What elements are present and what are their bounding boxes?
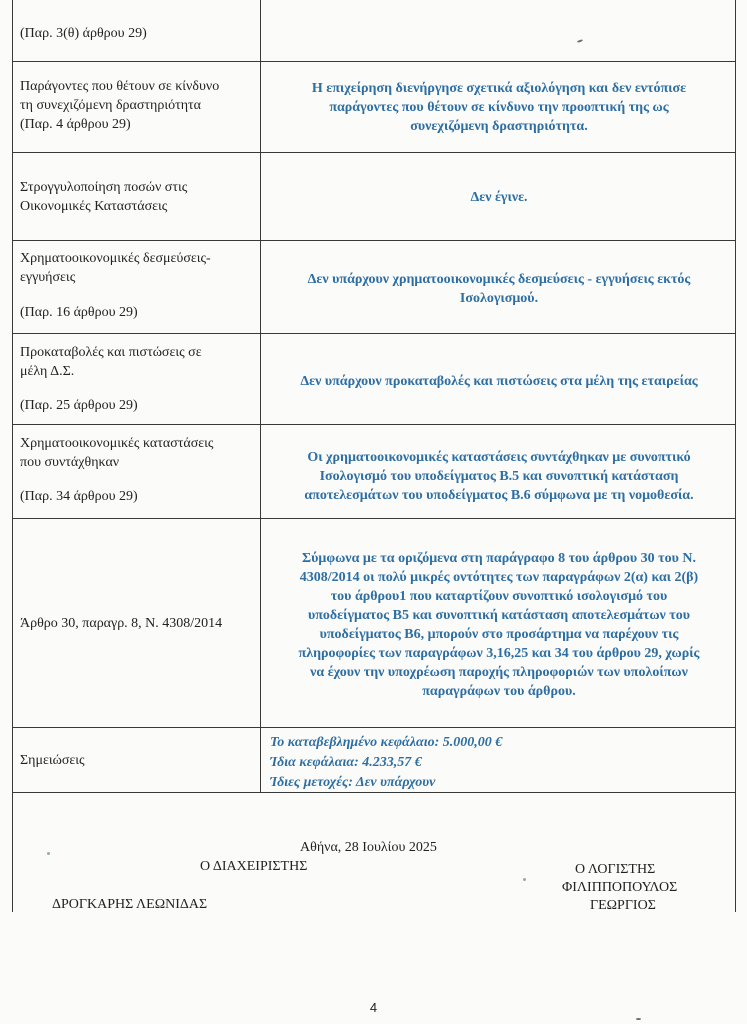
row-content-line: Ισολογισμό του υποδείγματος Β.5 και συνοπτική κατάσταση <box>319 469 679 484</box>
row-content-line: υποδείγματος Β5 και συνοπτική κατάσταση αποτελεσμάτων του <box>307 608 691 623</box>
row-label <box>20 249 256 287</box>
row-label-reference <box>20 487 256 506</box>
row-divider <box>12 61 736 62</box>
administrator-name: ΔΡΟΓΚΑΡΗΣ ΛΕΩΝΙΔΑΣ <box>52 897 208 912</box>
row-content-line: Οι χρηματοοικονομικές καταστάσεις συντάχθηκαν με συνοπτικό <box>307 450 691 465</box>
row-label-reference <box>20 396 256 415</box>
row-label-line: Στρογγυλοποίηση ποσών στις <box>20 180 188 195</box>
row-divider <box>12 727 736 728</box>
row-label-line: (Παρ. 16 άρθρου 29) <box>20 305 138 320</box>
row-divider <box>12 152 736 153</box>
scan-speck <box>636 1018 641 1020</box>
row-label-line: Χρηματοοικονομικές δεσμεύσεις- <box>20 251 211 266</box>
row-label-line: Παράγοντες που θέτουν σε κίνδυνο <box>20 79 220 94</box>
row-content-line: Δεν υπάρχουν χρηματοοικονομικές δεσμεύσεις - εγγυήσεις εκτός <box>307 272 691 287</box>
row-label-reference <box>20 303 256 322</box>
row-divider <box>12 424 736 425</box>
row-content <box>268 448 730 505</box>
row-content-line: Ισολογισμού. <box>459 291 539 306</box>
row-content-line: υποδείγματος Β6, μπορούν στο προσάρτημα να παρέχουν τις <box>319 627 679 642</box>
accountant-name-line-2: ΓΕΩΡΓΙΟΣ <box>590 898 656 913</box>
paid-capital: Το καταβεβλημένο κεφάλαιο: 5.000,00 € <box>270 735 503 750</box>
row-label-line: τη συνεχιζόμενη δραστηριότητα <box>20 98 202 113</box>
scan-speck <box>577 39 583 43</box>
notes-content <box>270 733 730 793</box>
table-border-left <box>12 0 13 912</box>
row-divider <box>12 518 736 519</box>
scan-speck <box>47 852 50 855</box>
row-content-line: πληροφορίες των παραγράφων 3,16,25 και 34 του άρθρου 29, χωρίς <box>298 646 700 661</box>
row-label-line: Χρηματοοικονομικές καταστάσεις <box>20 436 214 451</box>
row-label <box>20 434 256 472</box>
administrator-title: Ο ΔΙΑΧΕΙΡΙΣΤΗΣ <box>200 859 308 874</box>
row-content <box>268 549 730 701</box>
row-label-line: που συντάχθηκαν <box>20 455 120 470</box>
page-number: 4 <box>369 1000 378 1015</box>
row-label-line: Προκαταβολές και πιστώσεις σε <box>20 345 202 360</box>
scan-speck <box>523 878 526 881</box>
accountant-name-line-1: ΦΙΛΙΠΠΟΠΟΥΛΟΣ <box>562 880 678 895</box>
row-content-line: αποτελεσμάτων του υποδείγματος Β.6 σύμφωνα με τη νομοθεσία. <box>304 488 694 503</box>
row-content-line: Η επιχείρηση διενήργησε σχετικά αξιολόγηση και δεν εντόπισε <box>311 81 687 96</box>
equity: Ίδια κεφάλαια: 4.233,57 € <box>270 755 422 770</box>
row-label <box>20 614 256 633</box>
place-date: Αθήνα, 28 Ιουλίου 2025 <box>300 840 437 855</box>
row-divider <box>12 333 736 334</box>
row-content <box>268 372 730 391</box>
row-content <box>268 270 730 308</box>
row-content <box>268 79 730 136</box>
row-content-line: παράγοντες που θέτουν σε κίνδυνο την προοπτική της ως <box>329 100 669 115</box>
row-label <box>20 751 256 770</box>
row-label-line: (Παρ. 3(θ) άρθρου 29) <box>20 26 147 41</box>
row-label-line: (Παρ. 25 άρθρου 29) <box>20 398 138 413</box>
row-content-line: 4308/2014 οι πολύ μικρές οντότητες των παραγράφων 2(α) και 2(β) <box>299 570 699 585</box>
own-shares: Ίδιες μετοχές: Δεν υπάρχουν <box>270 775 436 790</box>
row-label <box>20 178 256 216</box>
row-divider <box>12 240 736 241</box>
row-content-line: Σύμφωνα με τα οριζόμενα στη παράγραφο 8 του άρθρου 30 του Ν. <box>301 551 697 566</box>
row-label <box>20 24 256 43</box>
row-content <box>268 188 730 207</box>
row-content-line: συνεχιζόμενη δραστηριότητα. <box>410 119 588 134</box>
row-label-line: (Παρ. 34 άρθρου 29) <box>20 489 138 504</box>
table-border-right <box>735 0 736 912</box>
row-label-line: Άρθρο 30, παραγρ. 8, Ν. 4308/2014 <box>20 616 223 631</box>
table-column-divider <box>260 0 261 792</box>
notes-label: Σημειώσεις <box>20 753 85 768</box>
row-label <box>20 343 256 381</box>
accountant-title: Ο ΛΟΓΙΣΤΗΣ <box>575 862 656 877</box>
row-content-line: Δεν έγινε. <box>470 190 528 205</box>
row-label-line: (Παρ. 4 άρθρου 29) <box>20 117 131 132</box>
row-label-line: Οικονομικές Καταστάσεις <box>20 199 168 214</box>
row-content-line: Δεν υπάρχουν προκαταβολές και πιστώσεις στα μέλη της εταιρείας <box>300 374 698 389</box>
row-content-line: παραγράφων του άρθρου. <box>422 684 576 699</box>
row-content-line: να έχουν την υποχρέωση παροχής πληροφοριών των υπολοίπων <box>310 665 688 680</box>
row-label-line: εγγυήσεις <box>20 270 76 285</box>
row-label <box>20 77 256 134</box>
row-content-line: του άρθρου1 που καταρτίζουν συνοπτικό ισολογισμό του <box>330 589 668 604</box>
row-label-line: μέλη Δ.Σ. <box>20 364 75 379</box>
